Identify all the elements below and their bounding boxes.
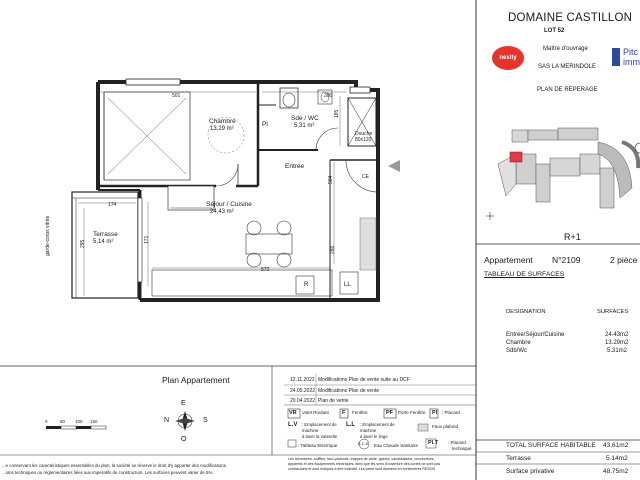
compass-icon [172,408,202,438]
surfaces-title: TABLEAU DE SURFACES [484,271,565,278]
fixture-ll: LL [344,282,351,288]
legend-pit-text2: technique [452,446,472,451]
nexity-logo-text: nexity [499,55,517,61]
legend-lv-text3: à laver la vaisselle [302,434,338,439]
legend-f-code: F [342,410,346,416]
privative-value: 48.75m2 [603,468,629,475]
legend-vr-code: VR [289,410,297,416]
pitch-logo-line2: imm [623,57,640,67]
mod-text: Plan de vente [318,398,349,404]
mod-date: 12.11.2022 [290,377,315,383]
site-location-map [480,108,640,228]
room-area-sdb: 5,31 m² [294,123,315,129]
legend-ecs-text: Eau Chaude Sanitaire [374,443,419,448]
surface-row-name: Sdb/Wc [506,348,528,354]
scale-100: 100 [75,419,83,424]
fixture-ce: CE [362,174,369,180]
legend-pl-text: : Placard [442,410,460,415]
dim-300: 300 [324,93,333,99]
dim-174: 174 [108,202,117,208]
compass-n: E [181,400,186,407]
compass-e: S [203,417,208,424]
legend-f-text: Fenêtre [352,410,368,415]
legend-ecs-code: E.C.S [358,441,369,446]
legend-faux-plafond: Faux plafond [432,424,459,429]
legend-pl-code: Pl [432,410,438,416]
fixture-r: R [304,282,309,288]
room-area-chambre: 13,29 m² [210,126,234,132]
dim-171: 171 [144,235,150,244]
pitch-logo-mark [612,48,620,66]
pitch-logo-line1: Pitc [623,47,639,57]
dim-504: 504 [328,175,334,184]
room-area-terrasse: 5,14 m² [93,239,114,245]
apartment-highlight [510,152,522,162]
apartment-rooms: 2 pièce [610,255,638,265]
scale-150: 150 [90,419,98,424]
legend-ll-text1: : Emplacement de [360,422,395,427]
surface-row-name: Chambre [506,340,531,346]
dim-501: 501 [172,93,181,99]
legend-lv-text1: : Emplacement de [302,422,337,427]
scale-0: 0 [45,419,48,424]
plan-reperage-title: PLAN DE REPERAGE [537,87,598,93]
plan-title: Plan Appartement [162,375,230,385]
lot-label: LOT 52 [544,28,565,34]
legend-ll-text2: machine [360,428,377,433]
privative-label: Surface privative [506,468,555,475]
project-title: DOMAINE CASTILLON [508,12,633,24]
legend-pit-code: Pl.T [428,440,439,446]
legend-pf-text: Porte Fenêtre [398,410,426,415]
dim-573: 573 [261,267,270,273]
apartment-label: Appartement [484,255,533,265]
legend-te-text: : Tableau Electrique [298,443,338,448]
surface-row-value: 24.43m2 [605,332,629,338]
legend-ll-code: L.L [346,422,355,428]
legend-footer-text: Les retombées, soffites, faux-plafonds, trappes de visite, gaines, canalisations, convecteurs, appareils et des équipements électriques, ainsi que les sens d'ouverture des portes ne sont pas contractuels et sont indiqués à titre indicatif. Les cotes sont données en centimètres RE2020 [288,457,441,471]
compass-s: O [181,436,187,443]
legend-lv-code: L.V [288,422,298,428]
apartment-number: N°2109 [552,255,581,265]
total-value: 43.61m2 [603,442,629,449]
legend-lv-text2: machine [302,428,319,433]
surface-row-value: 5.31m2 [607,348,628,354]
mod-text: Modifications Plan de vente [318,388,380,394]
terrasse-value: 5.14m2 [606,455,628,462]
surfaces-header: SURFACES [597,309,629,315]
mod-date: 20.04.2022 [290,398,316,404]
total-label: TOTAL SURFACE HABITABLE [506,442,596,449]
maitre-ouvrage-name: SAS LA MERINDOLE [538,64,597,70]
terrasse-label: Terrasse [506,455,531,462]
room-label-sdb: Sde / WC [291,115,319,122]
mod-text: Modifications Plan de vente suite au DCF [318,377,410,383]
douche-size: 80x120 [355,137,372,143]
legend-vr-text: Volet Roulant [302,410,329,415]
legend-pf-code: PF [386,410,394,416]
designation-header: DESIGNATION [506,309,546,315]
reperage-level: R+1 [564,232,581,242]
disclaimer-text: ...e conservant les caractéristiques essentielles du plan, la société se réserve le droit d'y apporter des modifications ...ions techniques ou réglementaires liées aux impératifs de construction. Les surfaces peuvent varier de 5%. [2,463,226,475]
surface-row-value: 13.29m2 [605,340,629,346]
room-label-terrasse: Terrasse [93,231,118,238]
modifications-grid [284,374,476,406]
garde-corps-label: garde-corps vitrée [45,215,51,256]
room-label-chambre: Chambre [209,118,236,125]
mod-date: 24.05.2022 [290,388,316,394]
scale-50: 50 [60,419,66,424]
maitre-ouvrage-label: Maître d'ouvrage [543,46,588,52]
dim-185: 185 [334,109,340,118]
nexity-logo [492,46,524,70]
douche-label: Douche [355,131,373,137]
dim-295: 295 [80,239,86,248]
legend-pit-text1: : Placard [448,440,466,445]
legend-ll-text3: à laver le linge [360,434,388,439]
dim-286: 286 [330,245,336,254]
room-label-sejour: Séjour / Cuisine [206,201,252,208]
compass-w: N [164,417,170,424]
room-area-sejour: 24,43 m² [210,209,234,215]
room-label-pl: Pl [262,121,268,128]
room-label-entree: Entrée [285,163,305,170]
surface-row-name: Entrée/Séjour/Cuisine [506,332,565,338]
